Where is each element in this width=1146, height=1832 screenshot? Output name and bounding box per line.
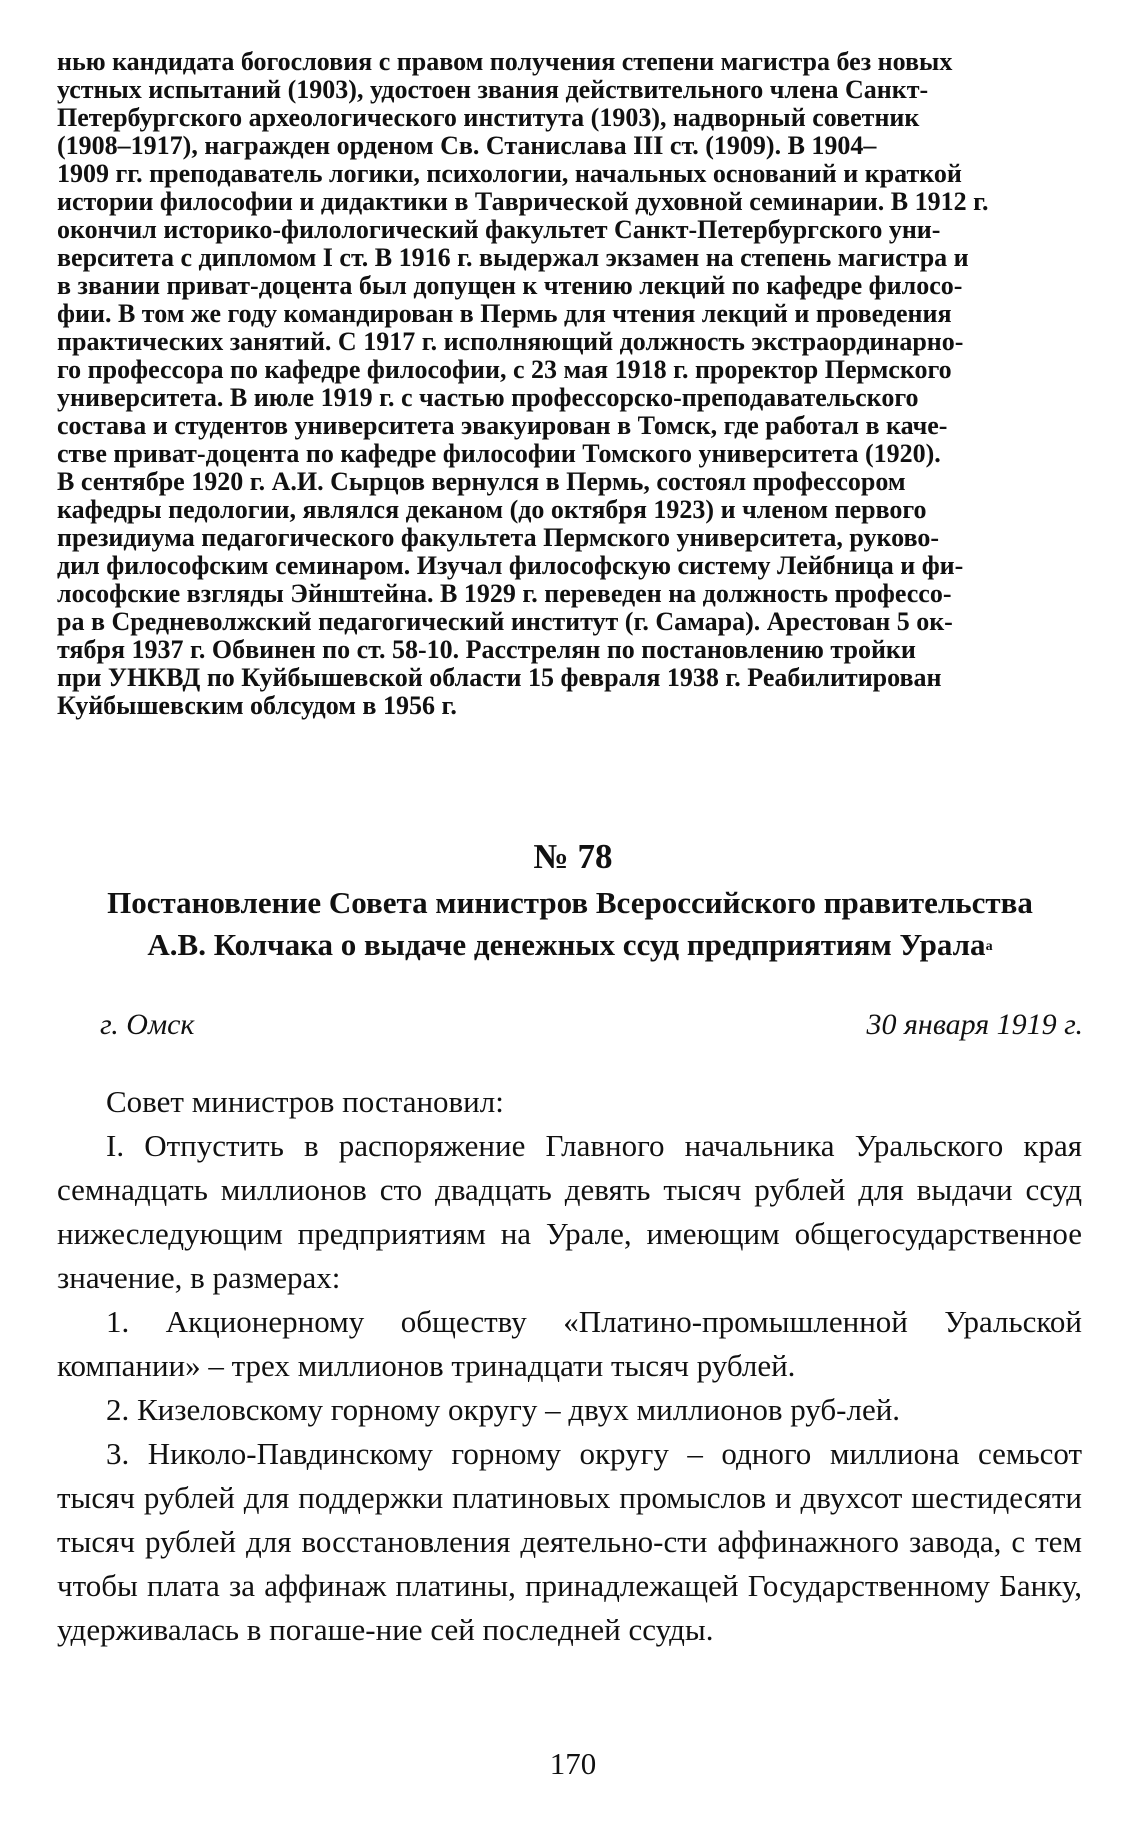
body-paragraph-item-1: 1. Акционерному обществу «Платино-промышленной Уральской компании» – трех миллионов тринадцати тысяч рублей. [57, 1304, 1082, 1383]
page-number: 170 [549, 1746, 597, 1781]
document-body [57, 1080, 1082, 1652]
document-number: № 78 [533, 837, 613, 876]
document-date: 30 января 1919 г. [866, 1008, 1083, 1041]
document-place: г. Омск [100, 1008, 195, 1041]
body-paragraph-intro: Совет министров постановил: [106, 1084, 504, 1119]
body-paragraph-item-2: 2. Кизеловскому горному округу – двух миллионов руб-лей. [106, 1392, 901, 1427]
body-paragraph-item-3: 3. Николо-Павдинскому горному округу – одного миллиона семьсот тысяч рублей для поддержки платиновых промыслов и двухсот шестидесяти тысяч рублей для восстановления деятельно-сти аффинажного завода, с тем чтобы плата за аффинаж платины, принадлежащей Государственному Банку, удерживалась в погаше-ние сей последней ссуды. [57, 1436, 1082, 1647]
footnote-marker: а [985, 939, 993, 954]
body-paragraph-section-1: I. Отпустить в распоряжение Главного начальника Уральского края семнадцать миллионов сто двадцать девять тысяч рублей для выдачи ссуд нижеследующим предприятиям на Урале, имеющим общегосударственное значение, в размерах: [57, 1128, 1082, 1295]
document-title-text: Постановление Совета министров Всероссийского правительства А.В. Колчака о выдаче денежных ссуд предприятиям Урала [107, 885, 1033, 962]
biography-paragraph: нью кандидата богословия с правом получения степени магистра без новых устных испытаний (1903), удостоен звания действительного члена Санкт- Петербургского археологического института (1903), надворный советник (1908–1917), награжден орденом Св. Станислава III ст. (1909). В 1904– 1909 гг. преподаватель логики, психологии, начальных оснований и краткой истории философии и дидактики в Таврической духовной семинарии. В 1912 г. окончил историко-филологический факультет Санкт-Петербургского уни- верситета с дипломом I ст. В 1916 г. выдержал экзамен на степень магистра и в звании приват-доцента был допущен к чтению лекций по кафедре филосо- фии. В том же году командирован в Пермь для чтения лекций и проведения практических занятий. С 1917 г. исполняющий должность экстраординарно- го профессора по кафедре философии, с 23 мая 1918 г. проректор Пермского университета. В июле 1919 г. с частью профессорско-преподавательского состава и студентов университета эвакуирован в Томск, где работал в каче- стве приват-доцента по кафедре философии Томского университета (1920). В сентябре 1920 г. А.И. Сырцов вернулся в Пермь, состоял профессором кафедры педологии, являлся деканом (до октября 1923) и членом первого президиума педагогического факультета Пермского университета, руково- дил философским семинаром. Изучал философскую систему Лейбница и фи- лософские взгляды Эйнштейна. В 1929 г. переведен на должность профессо- ра в Средневолжский педагогический институт (г. Самара). Арестован 5 ок- тября 1937 г. Обвинен по ст. 58-10. Расстрелян по постановлению тройки при УНКВД по Куйбышевской области 15 февраля 1938 г. Реабилитирован Куйбышевским облсудом в 1956 г. [57, 47, 989, 720]
document-title [60, 882, 1080, 966]
